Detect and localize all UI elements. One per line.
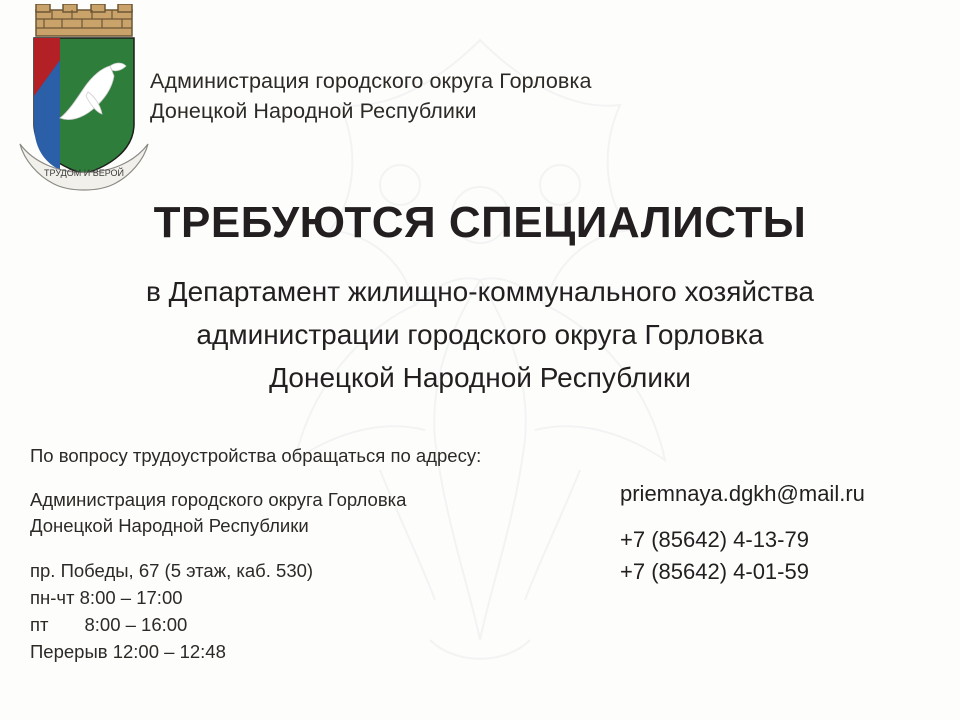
phone-number-1[interactable]: +7 (85642) 4-13-79 <box>620 527 809 552</box>
subtitle-line-1: в Департамент жилищно-коммунального хозяйства <box>145 276 815 307</box>
schedule-line-1: пн-чт 8:00 – 17:00 <box>30 587 183 608</box>
contacts-address-block <box>30 443 590 665</box>
crest-motto-text: ТРУДОМ И ВЕРОЙ <box>44 168 124 178</box>
headline-block <box>0 196 960 250</box>
address-line-2: Донецкой Народной Республики <box>30 515 309 536</box>
poster-header <box>0 0 960 190</box>
address-line-1: Администрация городского округа Горловка <box>30 489 407 510</box>
organization-title <box>150 66 790 126</box>
contacts-email-phone-block <box>620 478 940 588</box>
email-address[interactable]: priemnaya.dgkh@mail.ru <box>620 481 865 506</box>
org-line-1: Администрация городского округа Горловка <box>150 69 592 93</box>
coat-of-arms-icon <box>14 4 154 194</box>
office-address <box>30 487 590 539</box>
street-address: пр. Победы, 67 (5 этаж, каб. 530) <box>30 560 314 581</box>
page-title: ТРЕБУЮТСЯ СПЕЦИАЛИСТЫ <box>153 198 807 247</box>
org-line-2: Донецкой Народной Республики <box>150 99 477 123</box>
contacts-intro: По вопросу трудоустройства обращаться по адресу: <box>30 445 482 466</box>
subtitle-line-3: Донецкой Народной Республики <box>269 362 691 393</box>
phone-number-2[interactable]: +7 (85642) 4-01-59 <box>620 559 809 584</box>
subtitle-block <box>0 270 960 399</box>
schedule-line-2: пт 8:00 – 16:00 <box>30 614 188 635</box>
subtitle-line-2: администрации городского округа Горловка <box>196 319 764 350</box>
schedule-line-3: Перерыв 12:00 – 12:48 <box>30 641 226 662</box>
